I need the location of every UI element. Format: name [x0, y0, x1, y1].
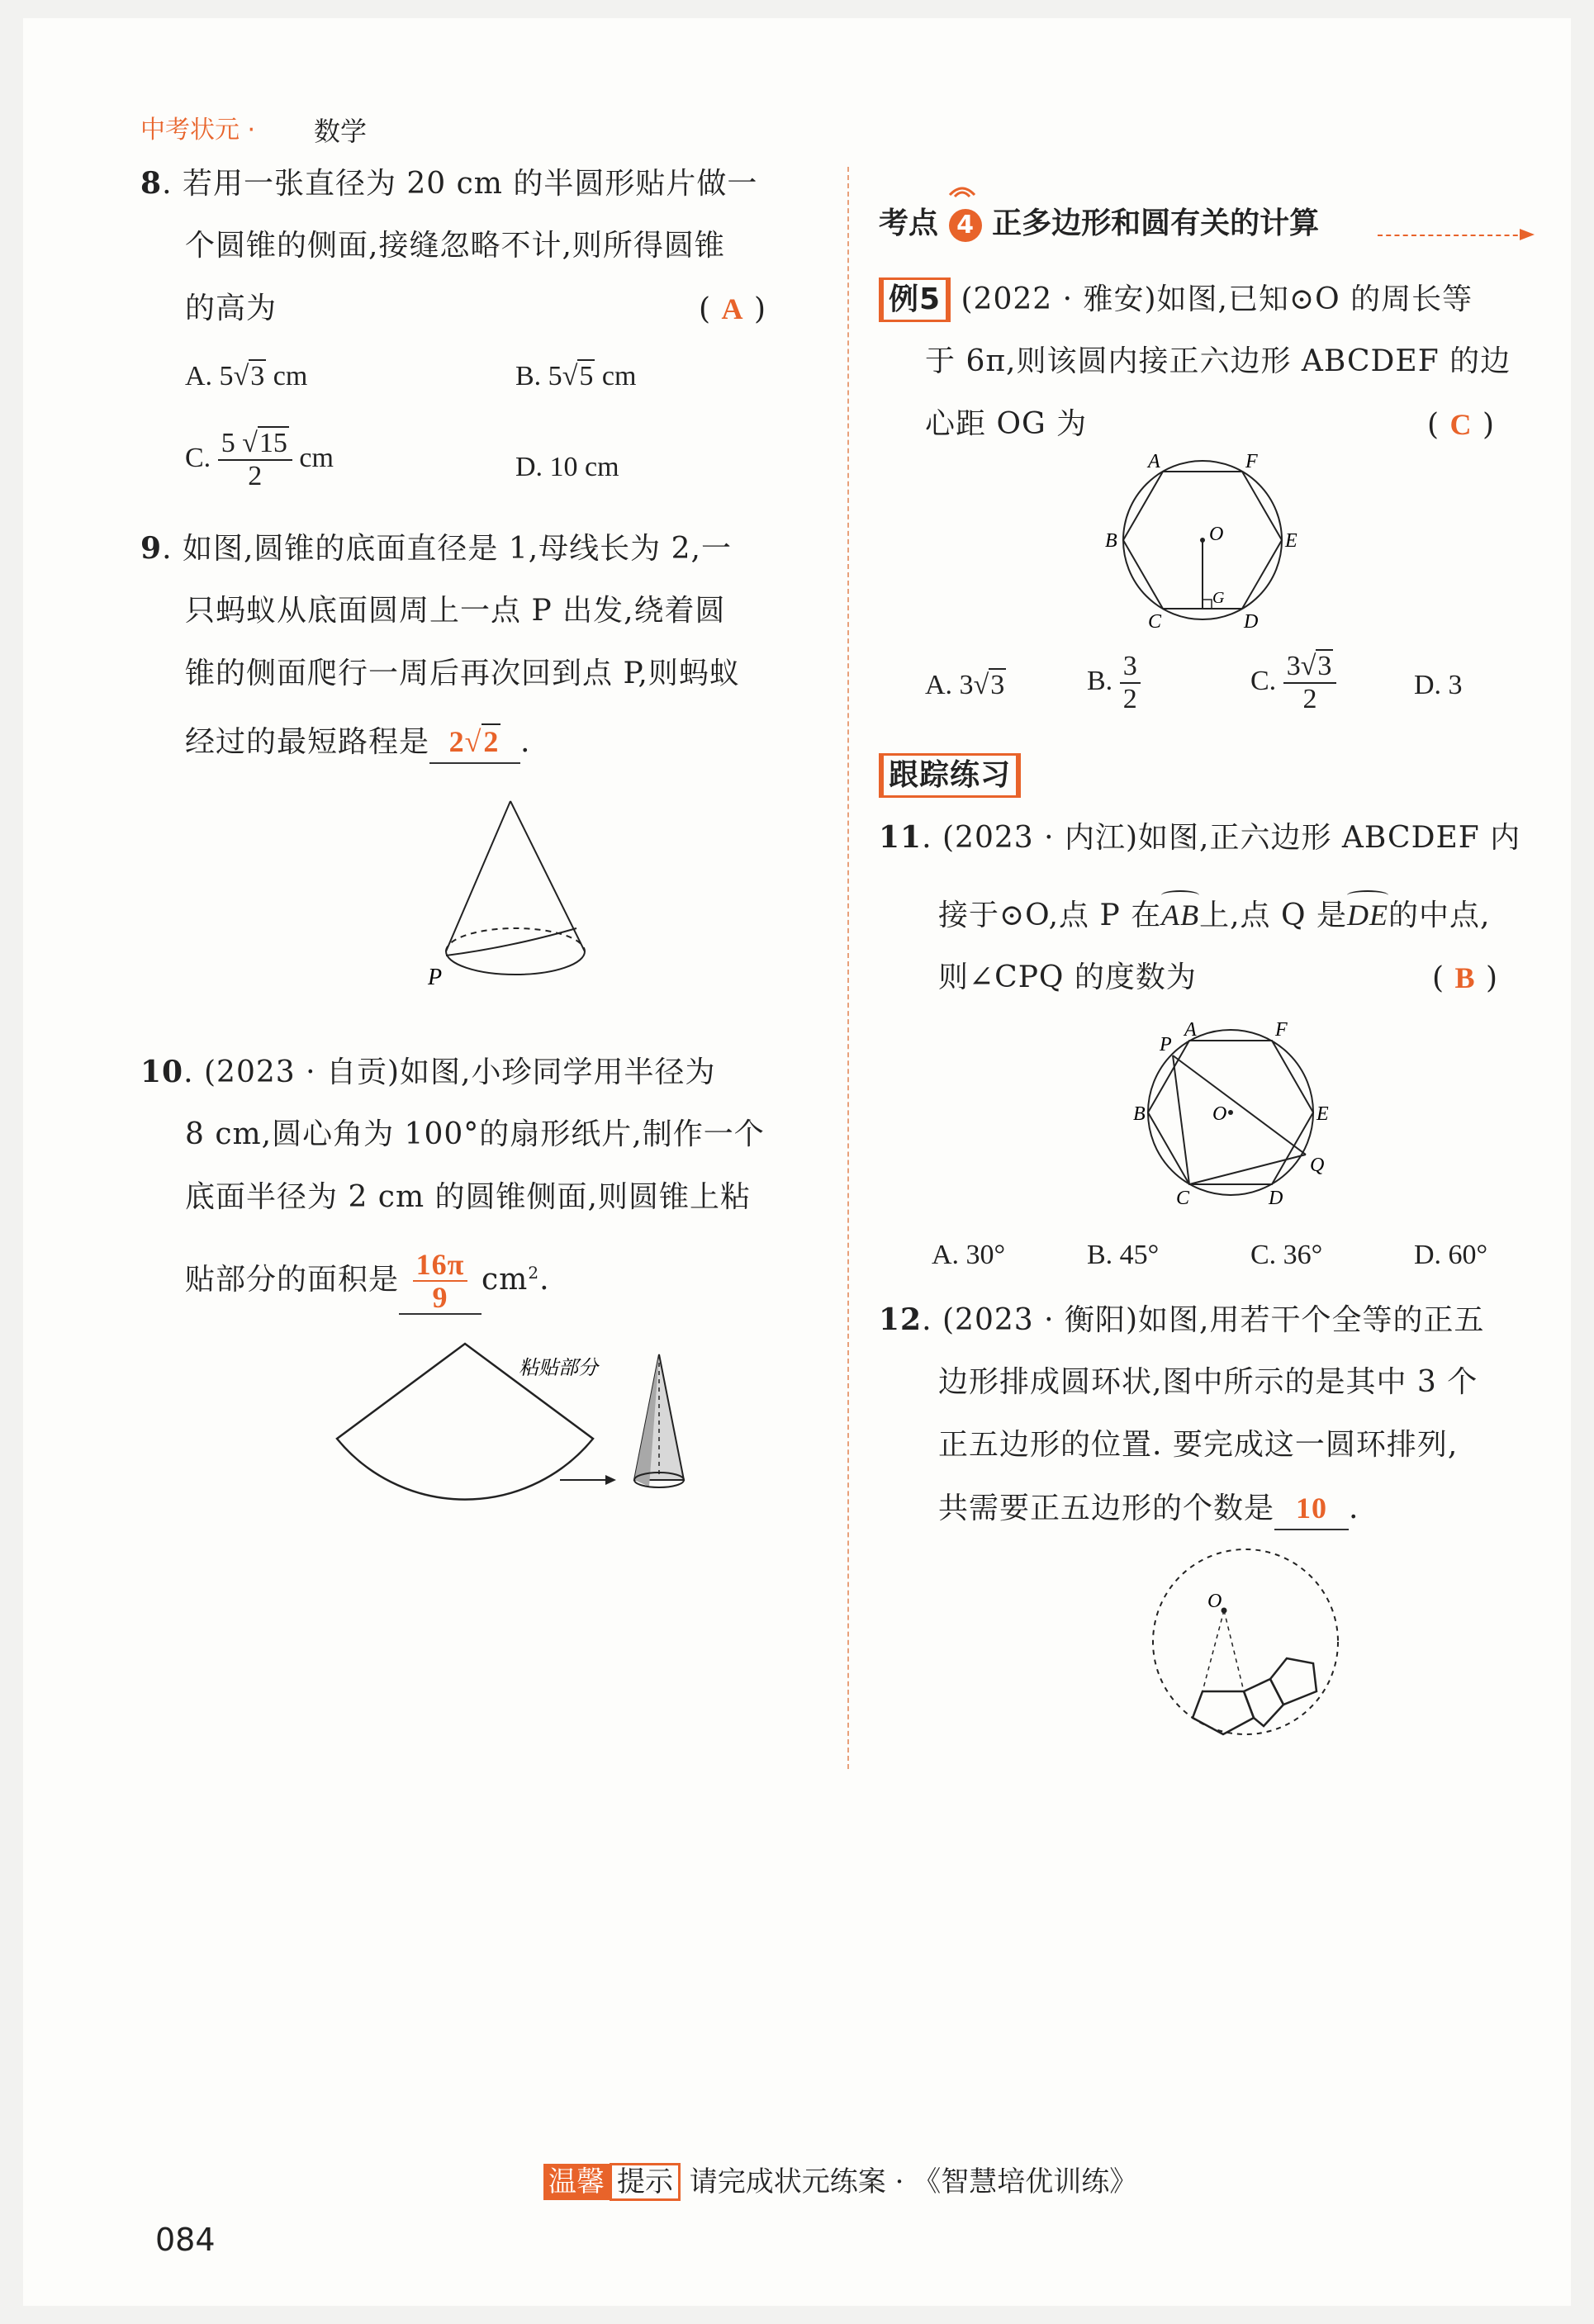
ex5-label-a: A: [1148, 451, 1160, 472]
q8-line-3: 的高为: [185, 292, 278, 325]
q8-option-c: C. $\frac{5 √15}{2}$ cm: [185, 428, 334, 491]
ex5-line-2: 于 6π,则该圆内接正六边形 ABCDEF 的边: [925, 344, 1511, 378]
ex5-option-b: B. $\frac{3}{2}$: [1087, 651, 1141, 715]
q11-answer: B: [1454, 961, 1476, 994]
q11-label-d: D: [1269, 1188, 1283, 1207]
q9-line-4: 经过的最短路程是 2√2 .: [185, 722, 530, 764]
q12-pentagon-ring-figure: [1122, 1543, 1369, 1757]
q10-line-4: 贴部分的面积是 $\frac{16\pi}{9}$ $cm^2$.: [185, 1248, 550, 1314]
q11-hexagon-figure: [1130, 1009, 1345, 1207]
ex5-label-g: G: [1212, 589, 1225, 607]
q10-line-2: 8 cm,圆心角为 100°的扇形纸片,制作一个: [185, 1117, 765, 1151]
page: [23, 18, 1571, 2306]
q12-answer: 10: [1296, 1492, 1328, 1525]
q10-sector-figure: [320, 1340, 733, 1530]
q11-label-a: A: [1184, 1019, 1197, 1041]
ex5-line-3: 心距 OG 为: [925, 407, 1088, 441]
ex5-label-o: O: [1209, 524, 1224, 545]
section-arrow-line: [1378, 235, 1526, 236]
q11-label-q: Q: [1310, 1155, 1325, 1176]
q11-label-o: O: [1212, 1103, 1227, 1125]
section-title: 考点 4 正多边形和圆有关的计算: [879, 206, 1320, 240]
q8-option-b: B. 5√5 cm: [515, 361, 637, 391]
q11-option-d: D. 60°: [1414, 1240, 1488, 1270]
q12-label-o: O: [1207, 1591, 1222, 1612]
q10-line-1: 10. (2023 · 自贡)如图,小珍同学用半径为: [140, 1055, 716, 1089]
q11-label-c: C: [1176, 1188, 1190, 1207]
q9-line-1: 9. 如图,圆锥的底面直径是 1,母线长为 2,一: [140, 531, 732, 566]
q8-line-2: 个圆锥的侧面,接缝忽略不计,则所得圆锥: [185, 229, 725, 263]
q10-label-sticky: 粘贴部分: [519, 1356, 598, 1379]
q9-label-p: P: [428, 965, 443, 990]
q11-line-2: 接于⊙O,点 P 在 AB上,点 Q 是 DE的中点,: [938, 895, 1490, 936]
ex5-label-f: F: [1245, 451, 1258, 472]
ex5-answer-bracket: ( C ): [1427, 408, 1495, 442]
q8-answer-bracket: ( A ): [699, 292, 766, 326]
q11-option-c: C. 36°: [1250, 1240, 1323, 1270]
q8-answer: A: [721, 292, 744, 325]
section-number-badge: 4: [949, 209, 982, 242]
ex5-badge: 例5: [879, 277, 951, 322]
arrow-right-icon: [1518, 226, 1536, 243]
header-brand: 中考状元 ·: [140, 116, 256, 145]
tip-badge-a: 温馨: [543, 2164, 610, 2200]
ex5-label-c: C: [1148, 611, 1162, 633]
q8-option-a: A. 5√3 cm: [185, 361, 308, 391]
q11-option-a: A. 30°: [932, 1240, 1006, 1270]
q9-cone-figure: [387, 786, 634, 1009]
ex5-answer: C: [1449, 408, 1473, 441]
q8-option-d: D. 10 cm: [515, 452, 619, 482]
column-divider: [847, 167, 849, 1769]
q12-line-4: 共需要正五边形的个数是 10 .: [938, 1488, 1359, 1530]
q12-line-3: 正五边形的位置. 要完成这一圆环排列,: [938, 1428, 1459, 1462]
tip-badge-b: 提示: [610, 2163, 681, 2201]
q11-line-3: 则∠CPQ 的度数为: [938, 960, 1197, 994]
q11-label-b: B: [1133, 1103, 1146, 1125]
q9-line-3: 锥的侧面爬行一周后再次回到点 P,则蚂蚁: [185, 657, 740, 690]
footer-tip: 温馨 提示 请完成状元练案 · 《智慧培优训练》: [543, 2159, 1137, 2199]
q9-line-2: 只蚂蚁从底面圆周上一点 P 出发,绕着圆: [185, 594, 726, 628]
ex5-option-d: D. 3: [1414, 670, 1463, 700]
q11-option-b: B. 45°: [1087, 1240, 1160, 1270]
q11-label-f: F: [1275, 1019, 1288, 1041]
q11-label-e: E: [1316, 1103, 1329, 1125]
q12-line-1: 12. (2023 · 衡阳)如图,用若干个全等的正五: [879, 1302, 1485, 1337]
q12-line-2: 边形排成圆环状,图中所示的是其中 3 个: [938, 1365, 1478, 1399]
q9-answer: 2√2: [448, 725, 500, 758]
q8-line-1: 8. 若用一张直径为 20 cm 的半圆形贴片做一: [140, 166, 758, 201]
practice-label: 跟踪练习: [879, 753, 1021, 798]
q10-answer: $\frac{16\pi}{9}$: [413, 1249, 468, 1313]
ex5-option-a: A. 3√3: [925, 670, 1005, 700]
q11-answer-bracket: ( B ): [1432, 961, 1499, 995]
ex5-label-d: D: [1244, 611, 1259, 633]
page-number: 084: [155, 2222, 216, 2258]
ex5-option-c: C. $\frac{3√3}{2}$: [1250, 651, 1336, 715]
q11-label-p: P: [1160, 1034, 1172, 1055]
ex5-hexagon-figure: [1097, 448, 1312, 638]
q10-line-3: 底面半径为 2 cm 的圆锥侧面,则圆锥上粘: [185, 1180, 751, 1214]
q11-line-1: 11. (2023 · 内江)如图,正六边形 ABCDEF 内: [879, 820, 1521, 855]
ex5-label-b: B: [1105, 530, 1117, 552]
ex5-label-e: E: [1285, 530, 1297, 552]
header-subject: 数学: [314, 116, 368, 147]
signal-icon: [942, 175, 983, 200]
ex5-line-1: 例5 (2022 · 雅安)如图,已知⊙O 的周长等: [879, 277, 1473, 322]
